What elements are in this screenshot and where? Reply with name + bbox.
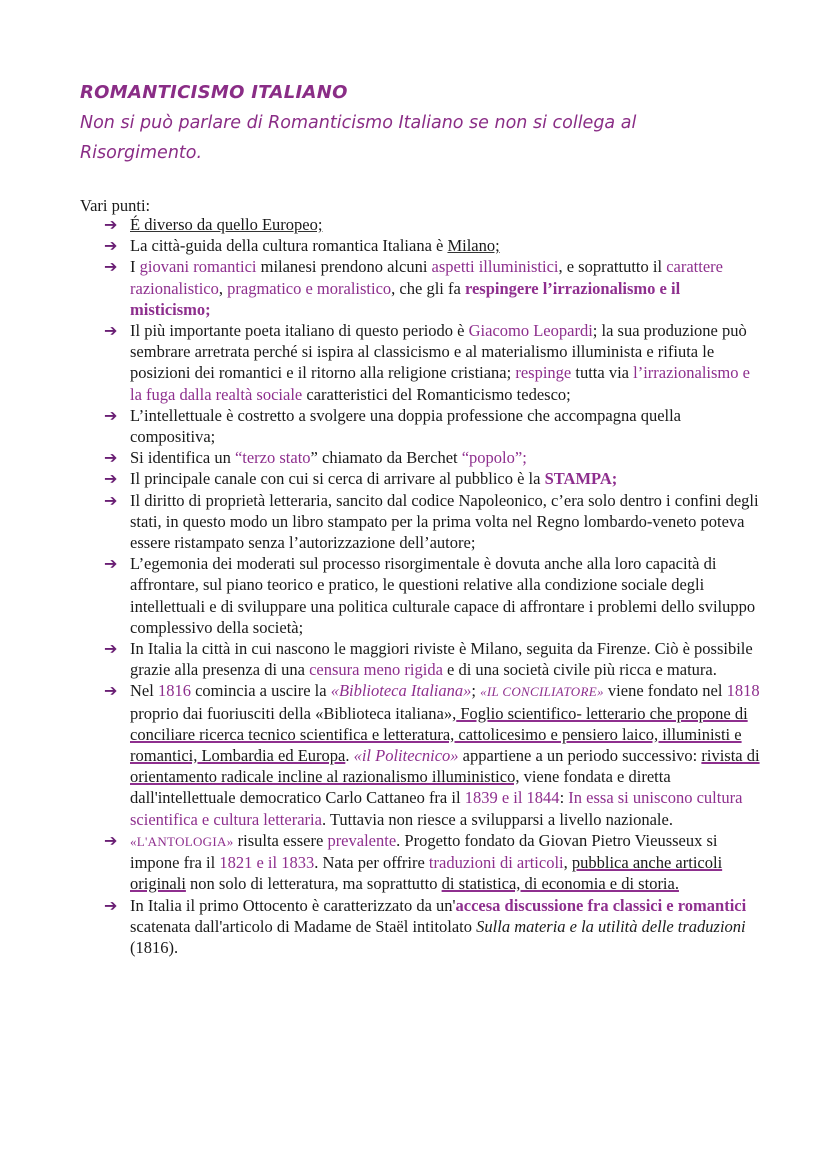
text-run: : [559,788,569,808]
text-run: censura meno rigida [309,660,443,680]
arrow-bullet-icon: ➔ [104,321,118,341]
text-run: 1818 [726,681,760,701]
text-run: e di una società civile più ricca e matura. [442,660,717,680]
text-run: La città-guida della cultura romantica Italiana è [130,236,448,256]
text-run: Si identifica un [130,448,235,468]
text-run: 1816 [157,681,191,701]
list-item [104,405,764,447]
arrow-bullet-icon: ➔ [104,469,118,489]
text-run: proprio dai fuoriusciti della «Biblioteca italiana», [130,703,457,723]
list-item [104,320,764,405]
list-item [104,447,764,468]
text-run: . Progetto fondato da Giovan Pietro Vieusseux si impone fra il [130,830,718,873]
text-run: «il Politecnico» [353,746,459,766]
text-run: non solo di letteratura, ma soprattutto [185,874,442,894]
text-run: Giacomo Leopardi [468,321,593,341]
list-item [104,638,764,680]
text-run: . Tuttavia non riesce a svilupparsi a livello nazionale. [321,809,673,829]
list-item [104,468,764,489]
text-run: carattere razionalistico [130,257,723,298]
text-run: appartiene a un periodo successivo: [458,746,702,766]
text-run: STAMPA; [544,469,618,489]
text-run: comincia a uscire la [190,681,331,701]
text-run: Nel [130,681,158,701]
points-list [104,214,764,958]
text-run: respinge [515,363,572,383]
text-run: , che gli fa [391,278,465,298]
arrow-bullet-icon: ➔ [104,681,118,701]
arrow-bullet-icon: ➔ [104,830,118,850]
page-subtitle: Non si può parlare di Romanticismo Italiano se non si collega al Risorgimento. [80,113,637,163]
text-run: L’intellettuale è costretto a svolgere una doppia professione che accompagna quella compositiva; [130,405,682,447]
text-run: Il diritto di proprietà letteraria, sancito dal codice Napoleonico, c’era solo dentro i confini degli stati, in questo modo un libro stampato per la prima volta nel Regno lombardo-veneto poteva essere ristampato senza l’autorizzazione dell’autore; [130,490,759,553]
text-run: aspetti illuministici [431,257,559,277]
list-item [104,256,764,320]
text-run: risulta essere [233,830,328,850]
list-item [104,214,764,235]
text-run: pragmatico e moralistico [227,278,392,298]
text-run: 1821 e il 1833 [219,853,315,873]
text-run: caratteristici del Romanticismo tedesco; [302,384,571,404]
arrow-bullet-icon: ➔ [104,895,118,915]
text-run: viene fondato nel [603,681,727,701]
list-item [104,553,764,638]
text-run: (1816). [130,937,179,957]
text-run: L’egemonia dei moderati sul processo risorgimentale è dovuta anche alla loro capacità di affrontare, sul piano teorico e pratico, le questioni relative alla condizione sociale degli intellettuali e di sviluppare una politica culturale capace di affrontare i problemi dello sviluppo complessivo della società; [130,554,756,637]
text-run: giovani romantici [139,257,257,277]
text-run: Il principale canale con cui si cerca di arrivare al pubblico è la [130,469,545,489]
text-run: Il più importante poeta italiano di questo periodo è [130,321,469,341]
text-run: In Italia il primo Ottocento è caratterizzato da un' [130,895,456,915]
arrow-bullet-icon: ➔ [104,490,118,510]
text-run: É diverso da quello Europeo; [130,215,323,234]
list-item [104,830,764,895]
text-run: traduzioni di articoli [428,853,564,873]
list-item [104,235,764,256]
text-run: “popolo”; [461,448,527,468]
list-item [104,680,764,829]
list-item [104,895,764,959]
arrow-bullet-icon: ➔ [104,257,118,277]
text-run: , [563,853,572,873]
text-run: ; la sua produzione può sembrare arretrata perché si ispira al classicismo e al materialismo illuminista e rifiuta le posizioni dei romantici e il ritorno alla religione cristiana; [130,321,747,383]
arrow-bullet-icon: ➔ [104,448,118,468]
text-run: di statistica, di economia e di storia. [441,874,679,894]
text-run: accesa discussione fra classici e romantici [455,895,747,915]
text-run: respingere l’irrazionalismo e il misticismo; [130,278,681,319]
text-run: viene fondata e diretta dall'intellettuale democratico Carlo Cattaneo fra il [130,767,671,808]
text-run: , [218,278,228,298]
arrow-bullet-icon: ➔ [104,639,118,659]
text-run: , e soprattutto il [558,257,667,277]
text-run: ; [471,681,481,701]
text-run: prevalente [327,830,397,850]
text-run: scatenata dall'articolo di Madame de Staël intitolato [130,916,477,936]
text-run: «L'ANTOLOGIA» [130,833,234,849]
list-item [104,490,764,554]
arrow-bullet-icon: ➔ [104,405,118,425]
text-run: l’irrazionalismo e la fuga dalla realtà sociale [130,363,750,404]
text-run: . Nata per offrire [314,853,429,873]
text-run: ” chiamato da Berchet [310,448,462,468]
text-run: Milano; [447,236,500,256]
text-run: pubblica anche articoli originali [130,853,723,894]
text-run: In Italia la città in cui nascono le maggiori riviste è Milano, seguita da Firenze. Ciò è possibile grazie alla presenza di una [130,639,753,680]
arrow-bullet-icon: ➔ [104,236,118,256]
text-run: «Biblioteca Italiana» [330,681,472,701]
text-run: 1839 e il 1844 [464,788,560,808]
page-title: ROMANTICISMO ITALIANO [80,82,348,103]
text-run: tutta via [571,363,634,383]
text-run: “terzo stato [234,448,311,468]
arrow-bullet-icon: ➔ [104,215,118,234]
text-run: In essa si uniscono cultura scientifica e cultura letteraria [130,788,743,829]
text-run: milanesi prendono alcuni [256,257,432,277]
text-run: I [130,257,140,277]
text-run: Sulla materia e la utilità delle traduzioni [476,916,746,936]
intro-label: Vari punti: [80,196,151,215]
text-run: . [345,746,354,766]
text-run: rivista di orientamento radicale incline al razionalismo illuministico, [130,746,760,787]
arrow-bullet-icon: ➔ [104,554,118,574]
text-run: «IL CONCILIATORE» [480,684,604,700]
text-run: Foglio scientifico- letterario che propone di conciliare ricerca tecnico scientifica e letteratura, cattolicesimo e pensiero laico, illuministi e romantici, Lombardia ed Europa [130,703,748,766]
